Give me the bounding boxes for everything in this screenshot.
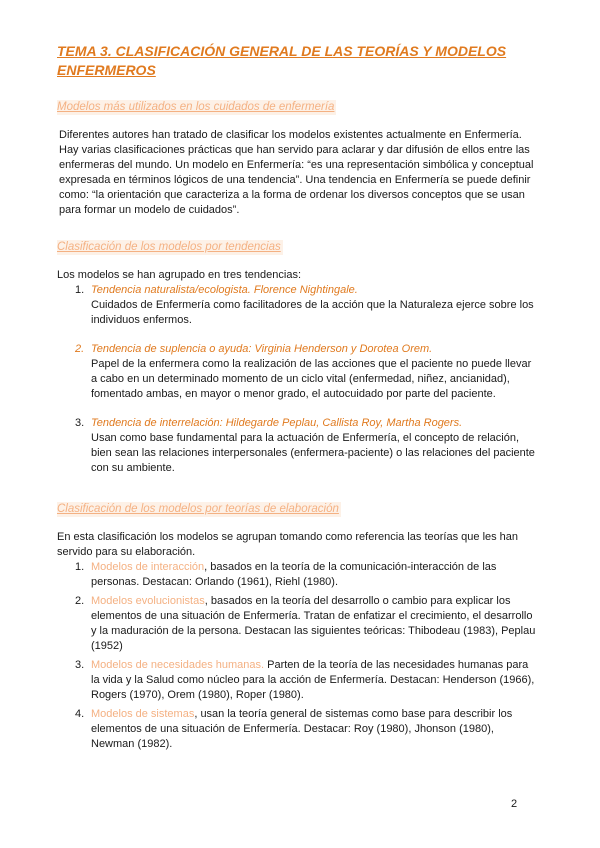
section-heading-theories: Clasificación de los modelos por teorías de elaboración <box>57 503 339 515</box>
paragraph-models-intro: Diferentes autores han tratado de clasificar los modelos existentes actualmente en Enfermería. Hay varias clasificaciones prácticas que han servido para aclarar y dar difusión de ellos entre las enfermeras del mundo. Un modelo en Enfermería: “es una representación simbólica y conceptual expresada en términos lógicos de una tendencia”. Una tendencia en Enfermería se puede definir como: “la orientación que caracteriza a la forma de ordenar los diversos conceptos que se usan para formar un modelo de cuidados”. <box>59 129 534 216</box>
model-name: Modelos de necesidades humanas. <box>91 659 265 671</box>
list-item <box>57 658 537 703</box>
list-item <box>57 283 537 328</box>
theories-list <box>57 560 537 752</box>
document-page <box>57 42 537 756</box>
trend-title: Tendencia de interrelación: Hildegarde Peplau, Callista Roy, Martha Rogers. <box>91 417 463 429</box>
trend-title: Tendencia naturalista/ecologista. Florence Nightingale. <box>91 284 358 296</box>
list-item <box>57 594 537 654</box>
model-name: Modelos evolucionistas <box>91 595 205 607</box>
list-number: 1. <box>75 284 85 296</box>
paragraph-theories-intro: En esta clasificación los modelos se agrupan tomando como referencia las teorías que les han servido para su elaboración. <box>57 531 519 558</box>
trend-description: Papel de la enfermera como la realización de las acciones que el paciente no puede llevar a cabo en un determinado momento de un ciclo vital (enfermedad, niñez, ancianidad), fomentado ambas, en mayor o menor grado, el autocuidado por parte del paciente. <box>91 358 532 400</box>
trends-list <box>57 283 537 476</box>
trend-description: Cuidados de Enfermería como facilitadores de la acción que la Naturaleza ejerce sobre los individuos enfermos. <box>91 299 534 326</box>
paragraph-trends-intro: Los modelos se han agrupado en tres tendencias: <box>57 269 301 281</box>
document-title: TEMA 3. CLASIFICACIÓN GENERAL DE LAS TEORÍAS Y MODELOS ENFERMEROS <box>57 43 507 78</box>
model-description: , basados en la teoría del desarrollo o cambio para explicar los elementos de una situación de Enfermería. Tratan de enfatizar el crecimiento, el desarrollo y la maduración de la persona. Destacan las siguientes teóricas: Thibodeau (1983), Peplau (1952) <box>91 595 536 652</box>
model-description: , basados en la teoría de la comunicación-interacción de las personas. Destacan: Orlando (1961), Riehl (1980). <box>91 561 497 588</box>
list-item <box>57 416 537 476</box>
list-number: 1. <box>75 561 85 573</box>
list-item <box>57 707 537 752</box>
list-number: 2. <box>75 343 85 355</box>
trend-description: Usan como base fundamental para la actuación de Enfermería, el concepto de relación, bien sean las relaciones interpersonales (enfermera-paciente) o las relaciones del paciente con su ambiente. <box>91 432 535 474</box>
list-number: 3. <box>75 417 85 429</box>
model-name: Modelos de sistemas <box>91 708 195 720</box>
list-number: 2. <box>75 595 85 607</box>
model-description: Parten de la teoría de las necesidades humanas para la vida y la Salud como núcleo para la acción de Enfermería. Destacan: Henderson (1966), Rogers (1970), Orem (1980), Roper (1980). <box>91 659 535 701</box>
trend-title: Tendencia de suplencia o ayuda: Virginia Henderson y Dorotea Orem. <box>91 343 433 355</box>
list-item <box>57 342 537 402</box>
list-number: 3. <box>75 659 85 671</box>
section-heading-trends: Clasificación de los modelos por tendencias <box>57 241 281 253</box>
model-description: , usan la teoría general de sistemas como base para describir los elementos de una situación de Enfermería. Destacar: Roy (1980), Jhonson (1980), Newman (1982). <box>91 708 513 750</box>
list-number: 4. <box>75 708 85 720</box>
model-name: Modelos de interacción <box>91 561 205 573</box>
page-number: 2 <box>511 798 518 810</box>
list-item <box>57 560 537 590</box>
section-heading-models-used: Modelos más utilizados en los cuidados de enfermería <box>57 101 335 113</box>
